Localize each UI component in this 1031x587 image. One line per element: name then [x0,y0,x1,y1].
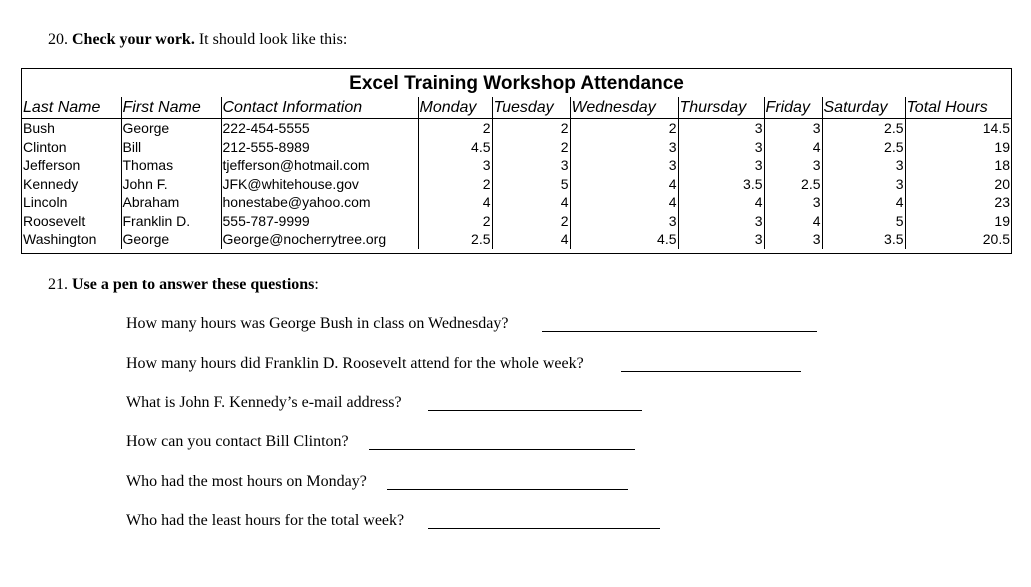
cell-contact: 555-787-9999 [221,212,418,231]
cell-friday: 3 [764,230,822,249]
cell-last-name: Bush [23,120,55,137]
cell-tuesday: 2 [492,119,570,138]
cell-last-name: Roosevelt [23,212,86,229]
answer-line-5[interactable] [387,489,628,490]
table-row [22,138,1011,157]
cell-tuesday: 4 [492,230,570,249]
col-header-contact: Contact Information [221,97,418,119]
cell-saturday: 3.5 [822,230,905,249]
step-21-instruction [48,276,319,294]
step-20-instruction [48,31,347,49]
table-row [22,230,1011,249]
cell-friday: 2.5 [764,175,822,194]
cell-friday: 4 [764,212,822,231]
question-2: How many hours did Franklin D. Roosevelt attend for the whole week? [126,355,584,372]
cell-monday: 2.5 [418,230,492,249]
cell-thursday: 3 [678,138,764,157]
cell-last-name: Kennedy [23,175,79,192]
table-row [22,175,1011,194]
cell-last-name: Clinton [23,138,67,155]
cell-first-name: Abraham [121,193,221,212]
answer-line-6[interactable] [428,528,660,529]
step-number: 20. [48,31,68,48]
step-number: 21. [48,276,68,293]
cell-contact: 222-454-5555 [221,119,418,138]
cell-first-name: John F. [121,175,221,194]
question-5: Who had the most hours on Monday? [126,473,367,490]
col-header-friday: Friday [764,97,822,119]
cell-monday: 4.5 [418,138,492,157]
cell-monday: 2 [418,119,492,138]
col-header-saturday: Saturday [822,97,905,119]
cell-contact: tjefferson@hotmail.com [221,156,418,175]
cell-saturday: 3 [822,156,905,175]
cell-wednesday: 4 [570,175,678,194]
cell-tuesday: 5 [492,175,570,194]
attendance-spreadsheet [21,68,1012,254]
cell-monday: 3 [418,156,492,175]
table-row [22,212,1011,231]
step-text: It should look like this: [198,31,348,48]
cell-wednesday: 2 [570,119,678,138]
cell-monday: 2 [418,212,492,231]
col-header-wednesday: Wednesday [570,97,678,119]
cell-contact: 212-555-8989 [221,138,418,157]
cell-total-hours: 19 [905,138,1011,157]
cell-first-name: Franklin D. [121,212,221,231]
spreadsheet-title: Excel Training Workshop Attendance [349,73,684,94]
cell-thursday: 3 [678,212,764,231]
cell-tuesday: 2 [492,212,570,231]
attendance-table [22,97,1011,249]
step-text: : [314,276,319,293]
table-row [22,193,1011,212]
cell-total-hours: 14.5 [905,119,1011,138]
table-row [22,119,1011,138]
cell-saturday: 3 [822,175,905,194]
cell-contact: honestabe@yahoo.com [221,193,418,212]
cell-thursday: 4 [678,193,764,212]
cell-tuesday: 2 [492,138,570,157]
answer-line-4[interactable] [369,449,635,450]
cell-friday: 4 [764,138,822,157]
col-header-first-name: First Name [121,97,221,119]
cell-monday: 4 [418,193,492,212]
cell-wednesday: 3 [570,156,678,175]
col-header-last-name: Last Name [22,97,121,119]
cell-wednesday: 4.5 [570,230,678,249]
col-header-tuesday: Tuesday [492,97,570,119]
cell-thursday: 3 [678,230,764,249]
cell-monday: 2 [418,175,492,194]
cell-tuesday: 4 [492,193,570,212]
cell-wednesday: 3 [570,138,678,157]
question-6: Who had the least hours for the total week? [126,512,405,529]
cell-contact: JFK@whitehouse.gov [221,175,418,194]
cell-last-name: Washington [23,231,97,248]
cell-wednesday: 3 [570,212,678,231]
col-header-thursday: Thursday [678,97,764,119]
cell-total-hours: 20.5 [905,230,1011,249]
cell-first-name: George [121,230,221,249]
cell-last-name: Lincoln [23,194,68,211]
answer-line-3[interactable] [428,410,642,411]
answer-line-1[interactable] [542,331,817,332]
cell-total-hours: 18 [905,156,1011,175]
question-4: How can you contact Bill Clinton? [126,433,349,450]
cell-saturday: 2.5 [822,119,905,138]
cell-wednesday: 4 [570,193,678,212]
cell-first-name: George [121,119,221,138]
question-1: How many hours was George Bush in class on Wednesday? [126,315,509,332]
header-row [22,97,1011,119]
cell-tuesday: 3 [492,156,570,175]
cell-contact: George@nocherrytree.org [221,230,418,249]
cell-saturday: 4 [822,193,905,212]
cell-friday: 3 [764,193,822,212]
cell-thursday: 3 [678,156,764,175]
col-header-total-hours: Total Hours [905,97,1011,119]
cell-total-hours: 20 [905,175,1011,194]
question-3: What is John F. Kennedy’s e-mail address? [126,394,402,411]
table-row [22,156,1011,175]
step-heading: Use a pen to answer these questions [72,276,315,293]
cell-last-name: Jefferson [23,157,81,174]
cell-thursday: 3 [678,119,764,138]
cell-friday: 3 [764,156,822,175]
cell-first-name: Thomas [121,156,221,175]
step-heading: Check your work. [72,31,195,48]
cell-total-hours: 19 [905,212,1011,231]
cell-saturday: 5 [822,212,905,231]
answer-line-2[interactable] [621,371,801,372]
cell-first-name: Bill [121,138,221,157]
cell-thursday: 3.5 [678,175,764,194]
col-header-monday: Monday [418,97,492,119]
cell-saturday: 2.5 [822,138,905,157]
cell-friday: 3 [764,119,822,138]
cell-total-hours: 23 [905,193,1011,212]
